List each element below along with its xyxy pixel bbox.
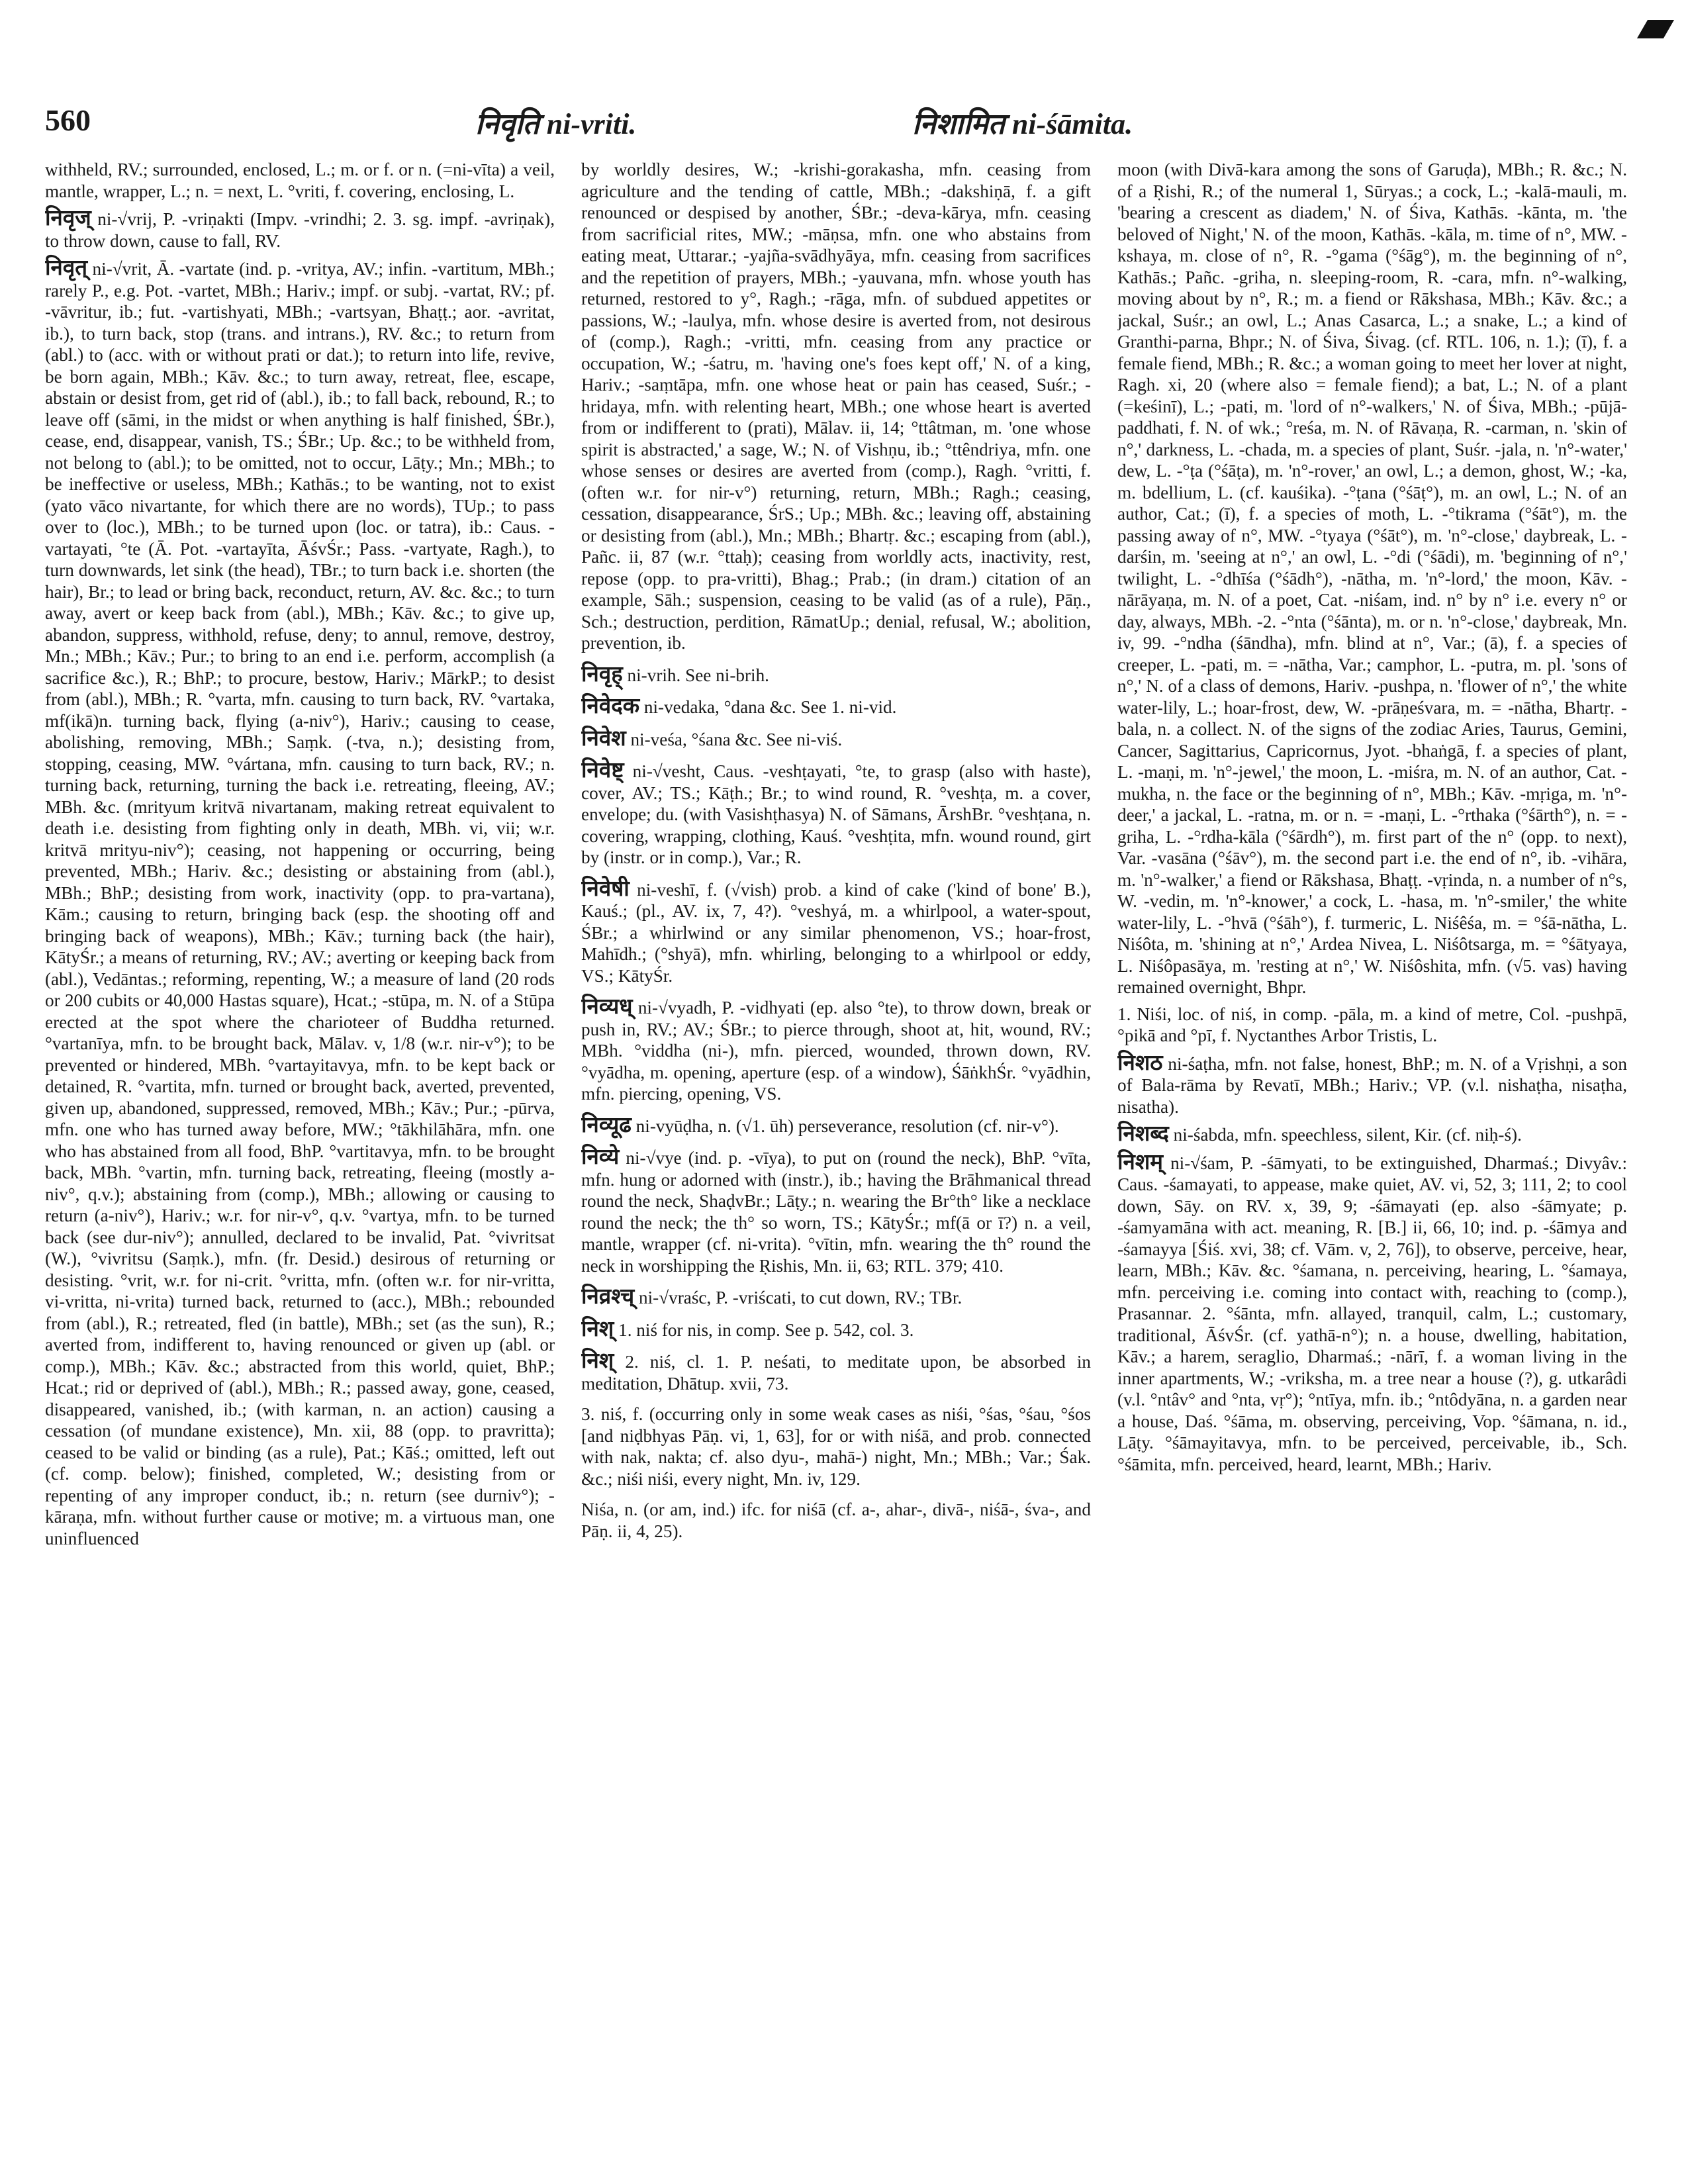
entry-text: moon (with Divā-kara among the sons of Garuḍa), MBh.; R. &c.; N. of a Ṛishi, R.; of the numeral 1, Sūryas.; a cock, L.; -kalā-mauli, m. 'bearing a crescent as diadem,' N. of Śiva, Kathās. -kānta, m. 'the beloved of Night,' N. of the moon, Kathās. -kāla, m. time of n°, MW. -kshaya, m. close of n°, R. -°gama (°śāg°), m. the beginning of n°, Kathās.; Pañc. -griha, n. sleeping-room, R. -cara, mfn. n°-walking, moving about by n°, R.; m. a fiend or Rākshasa, MBh.; Kāv. &c.; a jackal, Suśr.; an owl, L.; Anas Casarca, L.; a snake, L.; a kind of Granthi-parna, Bhpr.; N. of Śiva, Śivag. (cf. RTL. 106, n. 1.); (ī), f. a female fiend, MBh.; R. &c.; a woman going to meet her lover at night, Ragh. xi, 20 (where also = female fiend); a bat, L.; N. of a plant (=keśinī), L.; -pati, m. 'lord of n°-walkers,' N. of Śiva, MBh.; -pūjā-paddhati, f. N. of wk.; °reśa, m. N. of Rāvaṇa, R. -carman, n. 'skin of n°,' darkness, L. -chada, m. a species of plant, Suśr. -jala, n. 'n°-water,' dew, L. -°ṭa (°śāṭa), m. 'n°-rover,' an owl, L.; a demon, ghost, W.; -ka, m. bdellium, L. (cf. kauśika). -°ṭana (°śāṭ°), m. an owl, L.; N. of an author, Cat.; (ī), f. a species of moth, L. -°tikrama (°śāt°), m. the passing away of n°, MW. -°tyaya (°śāt°), m. 'n°-close,' daybreak, L. -darśin, m. 'seeing at n°,' an owl, L. -°di (°śādi), m. 'beginning of n°,' twilight, L. -°dhīśa (°śādh°), -nātha, m. 'n°-lord,' the moon, Kāv. -nārāyaṇa, m. N. of a poet, Cat. -niśam, ind. n° by n° i.e. every n° or day, always, MBh. -2. -°nta (°śānta), m. or n. 'n°-close,' daybreak, Mn. iv, 99. -°ndha (śāndha), mfn. blind at n°, Var.; (ā), f. a species of creeper, L. -pati, m. = -nātha, Var.; camphor, L. -putra, m. pl. 'sons of n°,' N. of a class of demons, Hariv. -pushpa, n. 'flower of n°,' the white water-lily, L.; hoar-frost, dew, W. -prāṇeśvara, m. = -nātha, Bhartṛ. -bala, n. a collect. N. of the signs of the zodiac Aries, Taurus, Gemini, Cancer, Sagittarius, Capricornus, Jyot. -bhaṅgā, f. a species of plant, L. -maṇi, m. 'n°-jewel,' the moon, L. -miśra, m. N. of an author, Cat. -mukha, n. the face or the beginning of n°, MBh.; Kāv. -mṛiga, m. 'n°-deer,' a jackal, L. -ratna, m. or n. = -maṇi, L. -°rthaka (°śārth°), n. = -griha, L. -°rdha-kāla (°śārdh°), m. first part of the n° (opp. to next), Var. -vasāna (°śāv°), m. the second part i.e. the end of n°, ib. -vihāra, m. 'n°-walker,' a fiend or Rākshasa, Bhaṭṭ. -vṛinda, n. a number of n°s, W. -vedin, m. 'n°-knower,' a cock, L. -hasa, m. 'n°-smiler,' the white water-lily, L. -°hvā (°śāh°), f. turmeric, L. Niśêśa, m. = °śā-nātha, L. Niśôta, m. 'shining at n°,' Ardea Nivea, L. Niśôtsarga, m. = °śātyaya, L. Niśôpasāya, m. 'resting at n°,' W. Niśôshita, mfn. (√5. vas) having remained overnight, Bhpr. [1117, 160, 1627, 997]
dictionary-entry [581, 1143, 1091, 1276]
page-header [45, 103, 1614, 149]
entry-headword: निवृज् [45, 205, 91, 230]
entry-text: ni-veśa, °śana &c. See ni-viś. [626, 729, 843, 749]
dictionary-entry [581, 993, 1091, 1105]
dictionary-entry [581, 159, 1091, 654]
entry-text: ni-√vraśc, P. -vriścati, to cut down, RV.; TBr. [634, 1288, 962, 1307]
entry-headword: निवेष्ट् [581, 757, 624, 783]
corner-scan-mark [1637, 20, 1674, 38]
entry-text: 1. Niśi, loc. of niś, in comp. -pāla, m. a kind of metre, Col. -pushpā, °pikā and °pī, f. Nyctanthes Arbor Tristis, L. [1117, 1004, 1627, 1045]
dictionary-entry [1117, 1148, 1627, 1476]
entry-text: 3. niś, f. (occurring only in some weak cases as niśi, °śas, °śau, °śos [and niḍbhyas Pāṇ. vi, 1, 63], for or with niśā, and prob. connected with nak, nakta; cf. also dyu-, mahā-) night, Mn.; MBh.; Var.; Śak. &c.; niśi niśi, every night, Mn. iv, 129. [581, 1404, 1091, 1489]
dictionary-entry [581, 875, 1091, 987]
entry-headword: निवेश [581, 724, 626, 751]
entry-text: ni-śaṭha, mfn. not false, honest, BhP.; m. N. of a Vṛishṇi, a son of Bala-rāma by Revatī, MBh.; Hariv.; VP. (v.l. nishaṭha, nisaṭha, nisatha). [1117, 1053, 1627, 1117]
entry-text: ni-√śam, P. -śāmyati, to be extinguished, Dharmaś.; Divyâv.: Caus. -śamayati, to appease, make quiet, AV. vi, 52, 3; 111, 2; to cool down, Sāy. on RV. x, 39, 9; -śāmayati (ep. also -śāmyate; p. -śamyamāna with act. meaning, R. [B.] ii, 66, 10; ind. p. -śāmya and -śamayya [Śiś. xvi, 38; cf. Vām. v, 2, 76]), to observe, perceive, hear, learn, MBh.; Kāv. &c. °śamana, n. perceiving, hearing, L. °śamaya, mfn. perceiving i.e. coming into contact with, reaching to (comp.), Prasannar. 2. °śānta, mfn. allayed, tranquil, calm, L.; customary, traditional, ĀśvŚr. (cf. yathā-n°); n. a house, dwelling, habitation, Kāv.; a harem, seraglio, Dharmaś.; -nārī, f. a woman living in the inner apartments, W.; -vriksha, m. a tree near a house (?), g. utkarâdi (v.l. °ntâv° and °nta, vṛ°); °ntīya, mfn. ib.; °ntôdyāna, n. a garden near a house, Daś. °śāma, m. observing, perceiving, Vop. °śāmana, n. id., Lāṭy. °śāmayitavya, mfn. to be perceived, perceivable, ib., Sch. °śāmita, mfn. perceived, heard, learnt, MBh.; Hariv. [1117, 1153, 1627, 1474]
entry-text: Niśa, n. (or am, ind.) ifc. for niśā (cf. a-, ahar-, divā-, niśā-, śva-, and Pāṇ. ii, 4, 25). [581, 1499, 1091, 1541]
dictionary-entry [581, 1111, 1091, 1137]
dictionary-entry [581, 1347, 1091, 1394]
entry-text: ni-vrih. See ni-brih. [622, 665, 769, 685]
entry-headword: निवेदक [581, 692, 640, 718]
entry-headword: निवेषी [581, 875, 630, 901]
entry-text: ni-√vrit, Ā. -vartate (ind. p. -vritya, AV.; infin. -vartitum, MBh.; rarely P., e.g. Pot. -vartet, MBh.; Hariv.; impf. or subj. -vartat, RV.; pf. -vāvritur, ib.; fut. -vartishyati, MBh.; -vartsyan, Bhaṭṭ.; aor. -avritat, ib.), to turn back, stop (trans. and intrans.), RV. &c.; to return from (abl.) to (acc. with or without prati or dat.); to return into life, revive, be born again, MBh.; Kāv. &c.; to turn away, retreat, flee, escape, abstain or desist from, get rid of (abl.), ib.; to fall back, rebound, R.; to leave off (sāmi, in the midst or when anything is half finished, ŚBr.), cease, end, disappear, vanish, TS.; ŚBr.; Up. &c.; to be withheld from, not belong to (abl.); to be omitted, not to occur, Lāṭy.; Mn.; MBh.; to be ineffective or useless, MBh.; Kathās.; to be wanting, not to exist (yato vāco nivartante, for which there are no words), TUp.; to pass over to (loc.), MBh.; to be turned upon (loc. or tatra), ib.: Caus. -vartayati, °te (Ā. Pot. -vartayīta, ĀśvŚr.; Pass. -vartyate, Ragh.), to turn downwards, let sink (the head), TBr.; to turn back i.e. shorten (the hair), Br.; to lead or bring back, reconduct, return, AV. &c. &c.; to turn away, avert or keep back from (abl.), MBh.; Kāv. &c.; to give up, abandon, suppress, withhold, refuse, deny; to annul, remove, destroy, Mn.; MBh.; Kāv.; Pur.; to bring to an end i.e. perform, accomplish (a sacrifice &c.), R.; BhP.; to procure, bestow, Hariv.; MārkP.; to desist from (abl.), MBh.; R. °varta, mfn. causing to turn back, RV. °vartaka, mf(ikā)n. turning back, flying (a-niv°), Hariv.; causing to cease, abolishing, removing, MBh.; Saṃk. (-tva, n.); desisting from, stopping, ceasing, MW. °vártana, mfn. causing to turn back, RV.; n. turning back, returning, turning the back i.e. retreating, fleeing, AV.; MBh. &c. (mrityum kritvā nivartanam, making retreat equivalent to death i.e. desisting from fighting only in death, MBh. vi, vii; w.r. kritvā mrityu-niv°); ceasing, not happening or occurring, being prevented, MBh.; Hariv. &c.; desisting or abstaining from (abl.), MBh.; BhP.; desisting from work, inactivity (opp. to pra-vartana), Kām.; causing to return, bringing back (esp. the shooting off and bringing back of weapons), MBh.; Kāv.; turning back (the hair), KātyŚr.; a means of returning, RV.; AV.; averting or keeping back from (abl.), Vedāntas.; reforming, repenting, W.; a measure of land (20 rods or 200 cubits or 40,000 Hastas square), Hcat.; -stūpa, m. N. of a Stūpa erected at the spot where the charioteer of Buddha returned. °vartanīya, mfn. to be brought back, Mālav. v, 1/8 (w.r. nir-v°); to be prevented or hindered, MBh. °vartayitavya, mfn. to be kept back or detained, R. °vartita, mfn. turned or brought back, averted, prevented, given up, abandoned, suppressed, removed, MBh.; Kāv.; Pur.; -pūrva, mfn. one who has turned away before, MW.; °tākhilāhāra, mfn. one who has abstained from all food, BhP. °vartitavya, mfn. to be brought back, MBh. °vartin, mfn. turning back, retreating, fleeing (mostly a-niv°, q.v.); abstaining from (comp.), MBh.; allowing or causing to return (a-niv°), Hariv.; w.r. for nir-v°, q.v. °vartya, mfn. to be turned back (see dur-niv°); annulled, declared to be invalid, Pat. °vivritsat (W.), °vivritsu (Saṃk.), mfn. (fr. Desid.) desirous of returning or desisting. °vrit, w.r. for ni-crit. °vritta, mfn. (often w.r. for nir-vritta, vi-vritta, ni-vrita) turned back, returned to (acc.), MBh.; rebounded from (abl.), R.; retreated, fled (in battle), MBh.; set (as the sun), R.; averted from, indifferent to, having renounced or given up (abl. or comp.), MBh.; Kāv. &c.; abstracted from this world, quiet, BhP.; Hcat.; rid or deprived of (abl.), MBh.; R.; passed away, gone, ceased, disappeared, vanished, ib.; (with karman, n. an action) causing a cessation (of mundane existence), Mn. xii, 88 (opp. to pravritta); ceased to be valid or binding (as a rule), Pat.; Kāś.; omitted, left out (cf. comp. below); finished, completed, W.; desisting from or repenting of any improper conduct, ib.; n. return (see durniv°); -kāraṇa, mfn. without further cause or motive; m. a virtuous man, one uninfluenced [45, 259, 555, 1548]
dictionary-entry [581, 1283, 1091, 1309]
entry-text: 1. niś for nis, in comp. See p. 542, col. 3. [614, 1319, 914, 1340]
dictionary-entry [1117, 1049, 1627, 1118]
entry-headword: निशठ [1117, 1049, 1163, 1075]
entry-text: 2. niś, cl. 1. P. neśati, to meditate upon, be absorbed in meditation, Dhātup. xvii, 73. [581, 1352, 1091, 1394]
dictionary-entry [1117, 1004, 1627, 1047]
entry-headword: निश् [581, 1347, 614, 1373]
entry-text: ni-√vrij, P. -vriṇakti (Impv. -vrindhi; 2. 3. sg. impf. -avriṇak), to throw down, cause to fall, RV. [45, 209, 555, 251]
dictionary-entry [581, 724, 1091, 751]
dictionary-entry [45, 254, 555, 1549]
dictionary-entry [581, 1499, 1091, 1542]
entry-headword: निव्ये [581, 1143, 620, 1169]
dictionary-entry [1117, 159, 1627, 998]
dictionary-entry [581, 1315, 1091, 1341]
dictionary-entry [581, 660, 1091, 687]
entry-headword: निशम् [1117, 1148, 1164, 1174]
column-3 [1117, 159, 1627, 2158]
left-running-head: निवृति ni-vriti. [475, 108, 637, 140]
entry-text: ni-vedaka, °dana &c. See 1. ni-vid. [639, 697, 897, 717]
dictionary-entry [45, 159, 555, 202]
entry-headword: निश् [581, 1315, 614, 1341]
dictionary-entry [45, 207, 555, 252]
dictionary-entry [1117, 1120, 1627, 1146]
entry-headword: निव्रश्च् [581, 1283, 635, 1309]
entry-headword: निशब्द [1117, 1120, 1169, 1146]
entry-text: ni-√vyadh, P. -vidhyati (ep. also °te), to throw down, break or push in, RV.; AV.; ŚBr.; to pierce through, shoot at, hit, wound, RV.; MBh. °viddha (ni-), mfn. pierced, wounded, thrown down, RV. °vyādha, m. opening, aperture (esp. of a window), ŚāṅkhŚr. °vyādhin, mfn. piercing, opening, VS. [581, 998, 1091, 1104]
entry-headword: निवृह् [581, 660, 623, 687]
entry-text: by worldly desires, W.; -krishi-gorakasha, mfn. ceasing from agriculture and the tending of cattle, MBh.; -dakshiṇā, f. a gift renounced or despised by another, ŚBr.; -deva-kārya, mfn. ceasing from sacrificial rites, MW.; -māṇsa, mfn. one who abstains from eating meat, Uttarar.; -yajña-svādhyāya, mfn. ceasing from sacrifices and the repetition of prayers, MBh.; -yauvana, mfn. whose youth has returned, restored to y°, Ragh.; -rāga, mfn. of subdued appetites or passions, W.; -laulya, mfn. whose desire is averted from, not desirous of (comp.), Ragh.; -vritti, mfn. ceasing from any practice or occupation, W.; -śatru, m. 'having one's foes kept off,' N. of a king, Hariv.; -saṃtāpa, mfn. one whose heat or pain has ceased, Suśr.; -hridaya, mfn. with relenting heart, MBh.; one whose heart is averted from or indifferent to (prati), Mālav. ii, 14; °ttâtman, m. 'one whose spirit is abstracted,' a sage, W.; N. of Vishṇu, ib.; °ttêndriya, mfn. one whose senses or desires are averted from (comp.), Ragh. °vritti, f. (often w.r. for nir-v°) returning, return, MBh.; Ragh.; ceasing, cessation, disappearance, ŚrS.; Up.; MBh. &c.; leaving off, abstaining or desisting from (abl.), Mn.; MBh.; Bhartṛ. &c.; escaping from (abl.), Pañc. ii, 87 (w.r. °ttaḥ); ceasing from worldly acts, inactivity, rest, repose (opp. to pra-vritti), Bhag.; Prab.; (in dram.) citation of an example, Sāh.; suspension, ceasing to be valid (as of a rule), Pāṇ., Sch.; destruction, perdition, RāmatUp.; denial, refusal, W.; abolition, prevention, ib. [581, 160, 1091, 653]
entry-headword: निवृत् [45, 254, 88, 280]
entry-headword: निव्यूढ [581, 1111, 632, 1137]
column-2 [581, 159, 1091, 2158]
right-running-head: निशामित ni-śāmita. [912, 108, 1133, 140]
entry-text: ni-√vesht, Caus. -veshṭayati, °te, to grasp (also with haste), cover, AV.; TS.; Kāṭh.; Br.; to wind round, R. °veshṭa, m. a cover, envelope; du. (with Vasishṭhasya) N. of Sāmans, ĀrshBr. °veshṭana, n. covering, wrapping, clothing, Kauś. °veshṭita, mfn. wound round, girt by (instr. or in comp.), Var.; R. [581, 761, 1091, 867]
dictionary-entry [581, 692, 1091, 718]
entry-headword: निव्यध् [581, 993, 633, 1019]
entry-text: ni-√vye (ind. p. -vīya), to put on (round the neck), BhP. °vīta, mfn. hung or adorned with (instr.), ib.; having the Brāhmanical thread round the neck, ShaḍvBr.; Lāṭy.; n. wearing the Br°th° like a necklace round the neck; the th° so worn, TS.; KātyŚr.; mf(ā or ī?) n. a veil, mantle, wrapper (cf. ni-vrita). °vītin, mfn. wearing the th° round the neck in worshipping the Ṛishis, Mn. ii, 63; RTL. 379; 410. [581, 1148, 1091, 1276]
entry-text: ni-śabda, mfn. speechless, silent, Kir. (cf. niḥ-ś). [1168, 1125, 1522, 1145]
page-number: 560 [45, 103, 91, 137]
entry-text: ni-vyūḍha, n. (√1. ūh) perseverance, resolution (cf. nir-v°). [631, 1116, 1059, 1136]
entry-text: ni-veshī, f. (√vish) prob. a kind of cake ('kind of bone' B.), Kauś.; (pl., AV. ix, 7, 4?). °veshyá, m. a whirlpool, a water-spout, ŚBr.; a whirlwind or any similar phenomenon, VS.; hoar-frost, Mahīdh.; (°shyā), mfn. whirling, belonging to a whirlpool or eddy, VS.; KātyŚr. [581, 879, 1091, 986]
dictionary-entry [581, 1403, 1091, 1490]
column-1 [45, 159, 555, 2158]
dictionary-entry [581, 759, 1091, 869]
entry-text: withheld, RV.; surrounded, enclosed, L.; m. or f. or n. (=ni-vīta) a veil, mantle, wrapper, L.; n. = next, L. °vriti, f. covering, enclosing, L. [45, 160, 555, 201]
